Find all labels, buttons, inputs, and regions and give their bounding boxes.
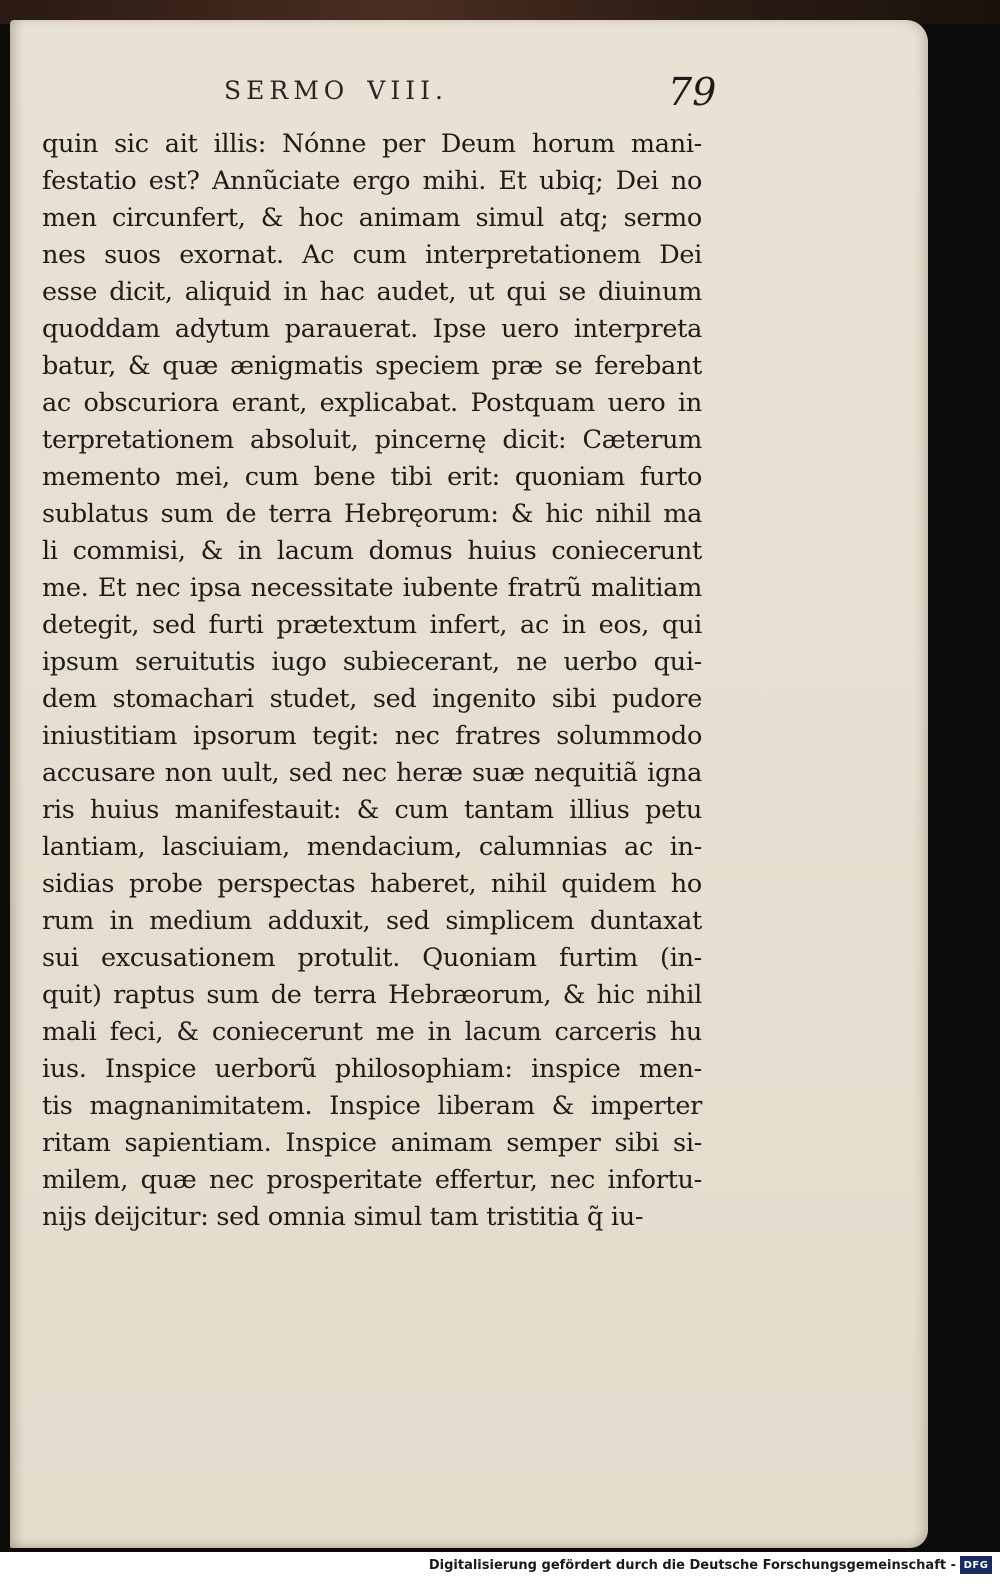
text-line: ris huius manifestauit: & cum tantam illius petu xyxy=(42,795,702,825)
text-line: rum in medium adduxit, sed simplicem duntaxat xyxy=(42,906,702,936)
text-line: dem stomachari studet, sed ingenito sibi pudore xyxy=(42,684,702,714)
text-line: li commisi, & in lacum domus huius coniecerunt xyxy=(42,536,702,566)
text-line: quit) raptus sum de terra Hebræorum, & hic nihil xyxy=(42,980,702,1010)
text-line: ac obscuriora erant, explicabat. Postquam uero in xyxy=(42,388,702,418)
text-line: nes suos exornat. Ac cum interpretationem Dei xyxy=(42,240,702,270)
text-line: quoddam adytum parauerat. Ipse uero interpreta xyxy=(42,314,702,344)
text-line: lantiam, lasciuiam, mendacium, calumnias ac in- xyxy=(42,832,702,862)
dfg-logo: DFG xyxy=(960,1556,992,1574)
text-line: sui excusationem protulit. Quoniam furtim (in- xyxy=(42,943,702,973)
funding-credit: Digitalisierung gefördert durch die Deutsche Forschungsgemeinschaft - xyxy=(428,1558,956,1573)
text-line: esse dicit, aliquid in hac audet, ut qui se diuinum xyxy=(42,277,702,307)
text-line: milem, quæ nec prosperitate effertur, nec infortu- xyxy=(42,1165,702,1195)
text-line: ius. Inspice uerborũ philosophiam: inspice men- xyxy=(42,1054,702,1084)
text-line: ritam sapientiam. Inspice animam semper sibi si- xyxy=(42,1128,702,1158)
page-gutter-shadow xyxy=(10,20,24,1548)
page-number: 79 xyxy=(668,70,717,114)
body-text xyxy=(42,126,702,1236)
text-line: men circunfert, & hoc animam simul atq; sermo xyxy=(42,203,702,233)
text-line: batur, & quæ ænigmatis speciem præ se ferebant xyxy=(42,351,702,381)
running-head-word: SERMO xyxy=(224,76,350,105)
text-line: memento mei, cum bene tibi erit: quoniam furto xyxy=(42,462,702,492)
text-line: sublatus sum de terra Hebręorum: & hic nihil ma xyxy=(42,499,702,529)
text-line: nijs deijcitur: sed omnia simul tam tristitia q̃ iu- xyxy=(42,1202,644,1232)
text-line: tis magnanimitatem. Inspice liberam & imperter xyxy=(42,1091,702,1121)
text-line: me. Et nec ipsa necessitate iubente fratrũ malitiam xyxy=(42,573,702,603)
text-line: festatio est? Annũciate ergo mihi. Et ubiq; Dei no xyxy=(42,166,702,196)
text-line: sidias probe perspectas haberet, nihil quidem ho xyxy=(42,869,702,899)
text-line: mali feci, & coniecerunt me in lacum carceris hu xyxy=(42,1017,702,1047)
running-head-word: VIII. xyxy=(367,76,448,105)
text-line: quin sic ait illis: Nónne per Deum horum mani- xyxy=(42,129,702,159)
running-head xyxy=(224,76,466,105)
text-line: iniustitiam ipsorum tegit: nec fratres solummodo xyxy=(42,721,702,751)
text-line: accusare non uult, sed nec heræ suæ nequitiã igna xyxy=(42,758,702,788)
text-line: terpretationem absoluit, pincernę dicit: Cæterum xyxy=(42,425,702,455)
text-line: detegit, sed furti prætextum infert, ac in eos, qui xyxy=(42,610,702,640)
text-line: ipsum seruitutis iugo subiecerant, ne uerbo qui- xyxy=(42,647,702,677)
